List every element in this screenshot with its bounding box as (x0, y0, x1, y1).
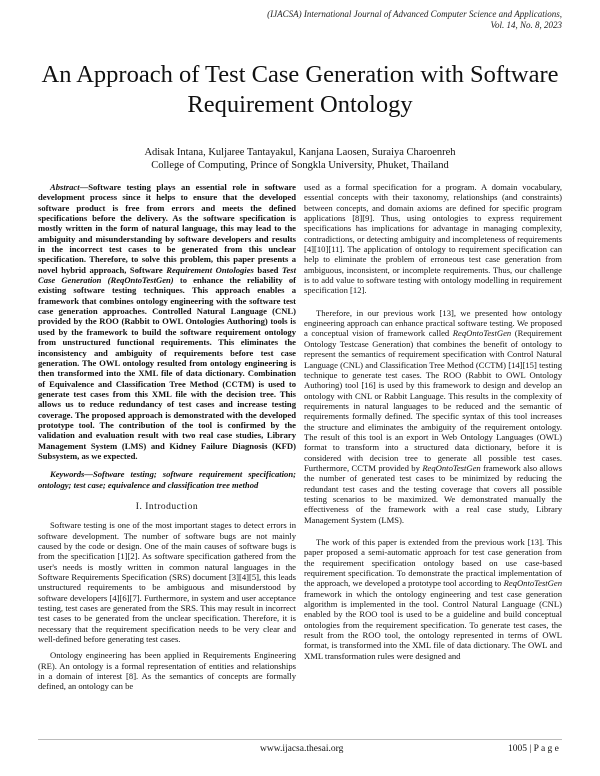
abstract-dash: — (79, 182, 89, 192)
footer-url: www.ijacsa.thesai.org (260, 744, 344, 754)
abstract-text-3: to enhance the reliability of existing software testing techniques. This approach enables a framework that combines ontology engineering with the software test case generation approaches. Controlled Natural Language (CNL) provided by the ROO (Rabbit to OWL Ontologies Authoring) tools is used by the framework to build the software requirement ontology from unstructured functional requirements. This eliminates the inconsistency and ambiguity of requirements before test case generation. The OWL ontology resulted from ontology engineering is then transformed into the XML file of data dictionary. Combination of Equivalence and Classification Tree Method (CCTM) is used to generate test cases from this XML file with the decision tree. This allows us to reduce redundancy of test cases and increase testing coverage. The proposed approach is demonstrated with the developed prototype tool. The contribution of the tool is confirmed by the validation and evaluation result with two real case studies, Library Management System (LMS) and Kidney Failure Diagnosis (KFD) Subsystem, as we expected. (38, 275, 296, 461)
intro-paragraph-1: Software testing is one of the most important stages to detect errors in software development. The number of software bugs are not mainly caused by the code or design. One of the main causes of software bugs is from the specification [1][2]. As software specification gathered from the user's needs is mostly written in common natural languages in the Software Requirements Specification (SRS) document [3][4][5], this leads unstructured requirements to be ambiguous and misunderstood by software developers [4][6][7]. Furthermore, in system and user acceptance testing, test cases are generated from the SRS. This may result in incorrect test cases to be generated from the unclear specification. Therefore, it is necessary that the requirement specification needs to be very clear and well-defined before generating test cases. (38, 520, 296, 645)
abstract-italic-2: Test Case Generation (ReqOntoTestGen) (38, 264, 296, 286)
abstract-text-2: based (253, 264, 282, 275)
abstract-text-1: Software testing plays an essential role in software development process since it helps to ensure that the developed software product is free from errors and meets the defined specifications before the delivery. As the software specification is mostly written in the form of natural language, this may lead to the ambiguity and misunderstanding by software developers and results in the incorrect test cases to be generated from this unclear specification. Therefore, to solve this problem, this paper presents a novel hybrid approach, Software (38, 182, 296, 275)
footer-page-number: 1005 | P a g e (508, 744, 559, 754)
right-p2-text-b: (Requirement Ontology Testcase Generation) that combines the benefit of ontology to represent the semantics of requirement specification with Control Natural Language (CNL) and Classification Tree Method (CCTM) [14][15] testing technique to generate test cases. The ROO (Rabbit to OWL Ontology Authoring) tool [16] is used by this framework to design and develop an ontology with CNL or Rabbit Language. This results in the complexity of requirements in natural languages to be reduced and the semantic of requirements formally defined. The specific syntax of this tool increases the structure and eliminates the ambiguity of the requirement ontology. The result of this tool is an export in Web Ontology Languages (OWL) format to transform into a structured data dictionary, before it is considered with decision tree to generate all possible test cases. Furthermore, CCTM provided by (304, 328, 562, 473)
journal-volume: Vol. 14, No. 8, 2023 (490, 20, 562, 30)
journal-name: (IJACSA) International Journal of Advanced Computer Science and Applications, (267, 9, 562, 19)
left-column (38, 182, 296, 692)
right-p2-italic-1: ReqOntoTestGen (452, 328, 512, 339)
authors: Adisak Intana, Kuljaree Tantayakul, Kanjana Laosen, Suraiya Charoenreh (144, 147, 456, 158)
intro-paragraph-2: Ontology engineering has been applied in Requirements Engineering (RE). An ontology is a formal representation of entities and relationships in a domain of interest [8]. As the semantics of concepts are formally defined, an ontology can be (38, 650, 296, 692)
right-paragraph-3 (304, 537, 562, 661)
journal-header (267, 9, 562, 31)
right-p3-italic-1: ReqOntoTestGen (503, 578, 562, 589)
paper-title: An Approach of Test Case Generation with Software Requirement Ontology (41, 61, 559, 118)
right-p3-text-a: The work of this paper is extended from the previous work [13]. This paper proposed a semi-automatic approach for test case generation from the requirement specification ontology based on use case-based requirement specification. To demonstrate the practical implementation of the approach, we developed a prototype tool according to (304, 537, 562, 589)
keywords-text: —Software testing; software requirement specification; ontology; test case; equivalence and classification tree method (38, 469, 296, 490)
right-column (304, 182, 562, 661)
right-paragraph-2 (304, 308, 562, 525)
author-block (30, 146, 570, 172)
right-p2-italic-2: ReqOntoTestGen (422, 462, 481, 473)
section-heading-introduction: I. Introduction (135, 501, 199, 512)
right-p3-text-b: framework in which the ontology engineering and test case generation algorithm is implemented in the tool. Control Natural Language (CNL) enabled by the ROO tool is used to be a guideline and build conceptual ontologies from the requirement specification. To generate test cases, the result from the ROO tool, the ontology represented in terms of OWL format, is transformed into the XML file of data dictionary. The OWL and XML transformation rules were designed and (304, 588, 562, 661)
keywords-label: Keywords (50, 469, 85, 480)
affiliation: College of Computing, Prince of Songkla University, Phuket, Thailand (151, 160, 449, 171)
right-p2-text-a: Therefore, in our previous work [13], we presented how ontology engineering approach can enhance practical software testing. We proposed a conceptual vision of framework called (304, 307, 562, 339)
keywords (38, 469, 296, 490)
right-p2-text-c: framework also allows the number of generated test cases to be minimized by reducing the redundant test cases and the testing coverage that covers all possible testing scenarios to be maximized. We demonstrated manually the effectiveness of the framework with a real case study, Library Management System (LMS). (304, 462, 562, 525)
right-paragraph-1: used as a formal specification for a program. A domain vocabulary, essential concepts with their taxonomy, relationships (and constraints) between concepts, and domain axioms are defined for specific program applications [8][9]. Thus, using ontologies to express requirement specifications has implications for advantage in managing complexity, contradictions, or detecting ambiguity and incompleteness of requirements [4][10][11]. The application of ontology to requirement specification can help to eliminate the problem of erroneous test case generation from ambiguous, inconsistent, or incomplete requirements. Thus, our challenge is to add value to software testing with ontology modelling in requirement specification [12]. (304, 182, 562, 296)
abstract-label: Abstract (50, 182, 80, 192)
abstract-italic-1: Requirement Ontologies (166, 264, 254, 275)
abstract (38, 182, 296, 461)
footer-divider (38, 739, 562, 740)
